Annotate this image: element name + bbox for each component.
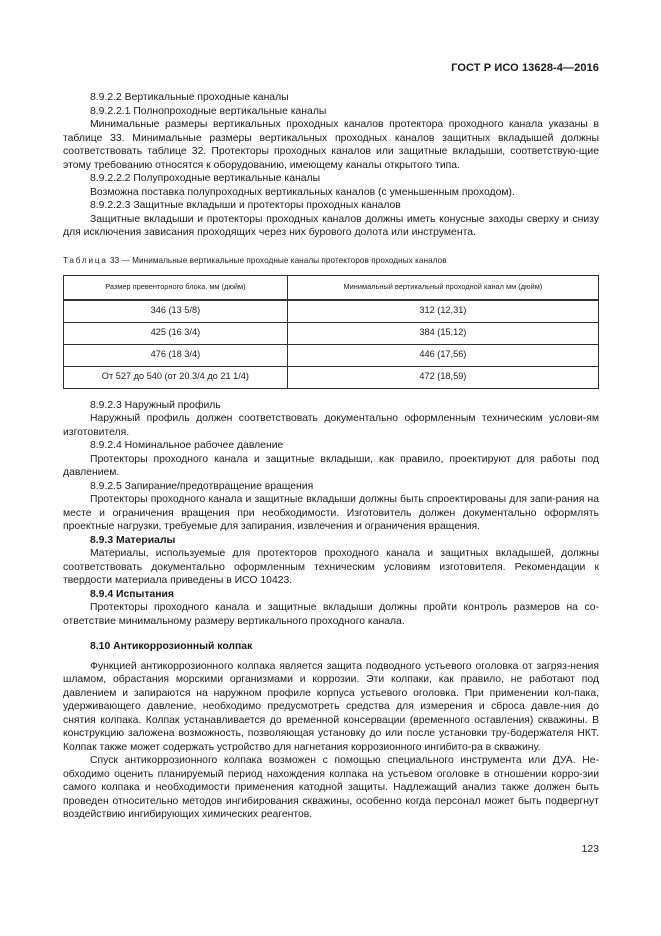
table-cell: 425 (16 3/4) xyxy=(64,322,288,344)
body-paragraph: Материалы, используемые для протекторов проходного канала и защитных вкладышей, должны соответствовать документально оформленным техническим условиям изготовителя. Рекомендации к твердости материала приведены в ИСО 10423. xyxy=(63,548,599,586)
table-cell: 384 (15,12) xyxy=(287,322,598,344)
table-caption-text: 33 — Минимальные вертикальные проходные каналы протекторов проходных каналов xyxy=(110,255,447,265)
table-cell: 446 (17,56) xyxy=(287,344,598,366)
post-table-section xyxy=(63,399,599,629)
subsection-heading: 8.9.2.2.2 Полупроходные вертикальные каналы xyxy=(90,173,321,184)
body-paragraph: Спуск антикоррозионного колпака возможен с помощью специального инструмента или ДУА. Не-обходимо оценить планируемый период нахождения колпака на устьевом оголовке в отношении корро-зии самого колпака и необходимости применения катодной защиты. Надлежащий анализ также должен быть проведен относительно методов ингибирования скважины, особенно когда персонал может быть подвергнут воздействию ингибирующих химических реагентов. xyxy=(63,755,599,820)
body-paragraph: Протекторы проходного канала и защитные вкладыши должны быть спроектированы для запи-рания на месте и ограничения вращения при необходимости. Изготовитель должен документально оформлять проектные нагрузки, требуемые для запирания, извлечения и ограничения вращения. xyxy=(63,494,599,532)
table-header-row xyxy=(64,275,599,300)
body-paragraph: Функцией антикоррозионного колпака является защита подводного устьевого оголовка от загряз-нения шламом, обрастания морскими организмами и коррозии. Эти колпаки, как правило, не работают под давлением и запираются на наружном профиле корпуса устьевого оголовка. При применении кол-пака, удерживающего давление, необходимо предусмотреть средства для измерения и сброса давле-ния до снятия колпака. Колпак устанавливается до временной консервации (временного оставления) скважины. В конструкцию заложена возможность, позволяющая установку до или после установки тру-бодержателя НКТ. Колпак также может содержать устройство для нагнетания коррозионного ингибито-ра в скважину. xyxy=(63,660,599,753)
table-caption-label: Таблица xyxy=(63,255,108,265)
body-paragraph: Возможна поставка полупроходных вертикальных каналов (с уменьшенным проходом). xyxy=(90,186,515,198)
body-paragraph: Протекторы проходного канала и защитные вкладыши, как правило, проектируют для работы под давлением. xyxy=(63,453,599,478)
table-cell: 312 (12,31) xyxy=(287,300,598,323)
subsection-heading: 8.9.2.2.3 Защитные вкладыши и протекторы проходных каналов xyxy=(90,200,401,211)
page-content xyxy=(63,91,599,822)
table-cell: 472 (18,59) xyxy=(287,366,598,388)
body-paragraph: Защитные вкладыши и протекторы проходных каналов должны иметь конусные заходы сверху и снизу для исключения зависания проходящих через них бурового долота или инструмента. xyxy=(63,213,599,238)
subsection-heading: 8.9.2.5 Запирание/предотвращение вращения xyxy=(90,480,314,492)
section-heading: 8.10 Антикоррозионный колпак xyxy=(90,641,253,652)
subsection-heading: 8.9.2.2.1 Полнопроходные вертикальные каналы xyxy=(90,105,327,117)
subsection-heading: 8.9.2.3 Наружный профиль xyxy=(90,399,221,411)
body-paragraph: Протекторы проходного канала и защитные вкладыши должны пройти контроль размеров на со-ответствие минимальному размеру вертикального проходного канала. xyxy=(63,602,599,627)
section-8-10 xyxy=(63,640,599,822)
subsection-heading: 8.9.2.2 Вертикальные проходные каналы xyxy=(90,92,289,103)
table-row xyxy=(64,344,599,366)
page-number: 123 xyxy=(581,844,599,855)
table-row xyxy=(64,300,599,323)
table-header-cell: Размер превенторного блока, мм (дюйм) xyxy=(64,275,288,300)
body-paragraph: Минимальные размеры вертикальных проходных каналов протектора проходного канала указаны в таблице 33. Минимальные размеры вертикальных проходных каналов защитных вкладышей должны соответствовать таблице 32. Протекторы проходных каналов или защитные вкладыши, соответствую-щие этому требованию относятся к оборудованию, имеющему каналы открытого типа. xyxy=(63,119,599,171)
table-caption xyxy=(63,255,599,266)
table-cell: 346 (13 5/8) xyxy=(64,300,288,323)
body-paragraph: Наружный профиль должен соответствовать документально оформленным техническим услови-ям изготовителя. xyxy=(63,413,599,438)
table-cell: От 527 до 540 (от 20 3/4 до 21 1/4) xyxy=(64,366,288,388)
section-heading: 8.9.3 Материалы xyxy=(90,534,176,546)
table-header-cell: Минимальный вертикальный проходной канал мм (дюйм) xyxy=(287,275,598,300)
table-row xyxy=(64,322,599,344)
table-cell: 476 (18 3/4) xyxy=(64,344,288,366)
table-row xyxy=(64,366,599,388)
bore-protector-table xyxy=(63,275,599,389)
section-heading: 8.9.4 Испытания xyxy=(90,588,174,600)
subsection-heading: 8.9.2.4 Номинальное рабочее давление xyxy=(90,440,284,451)
document-header: ГОСТ Р ИСО 13628-4—2016 xyxy=(451,62,599,74)
